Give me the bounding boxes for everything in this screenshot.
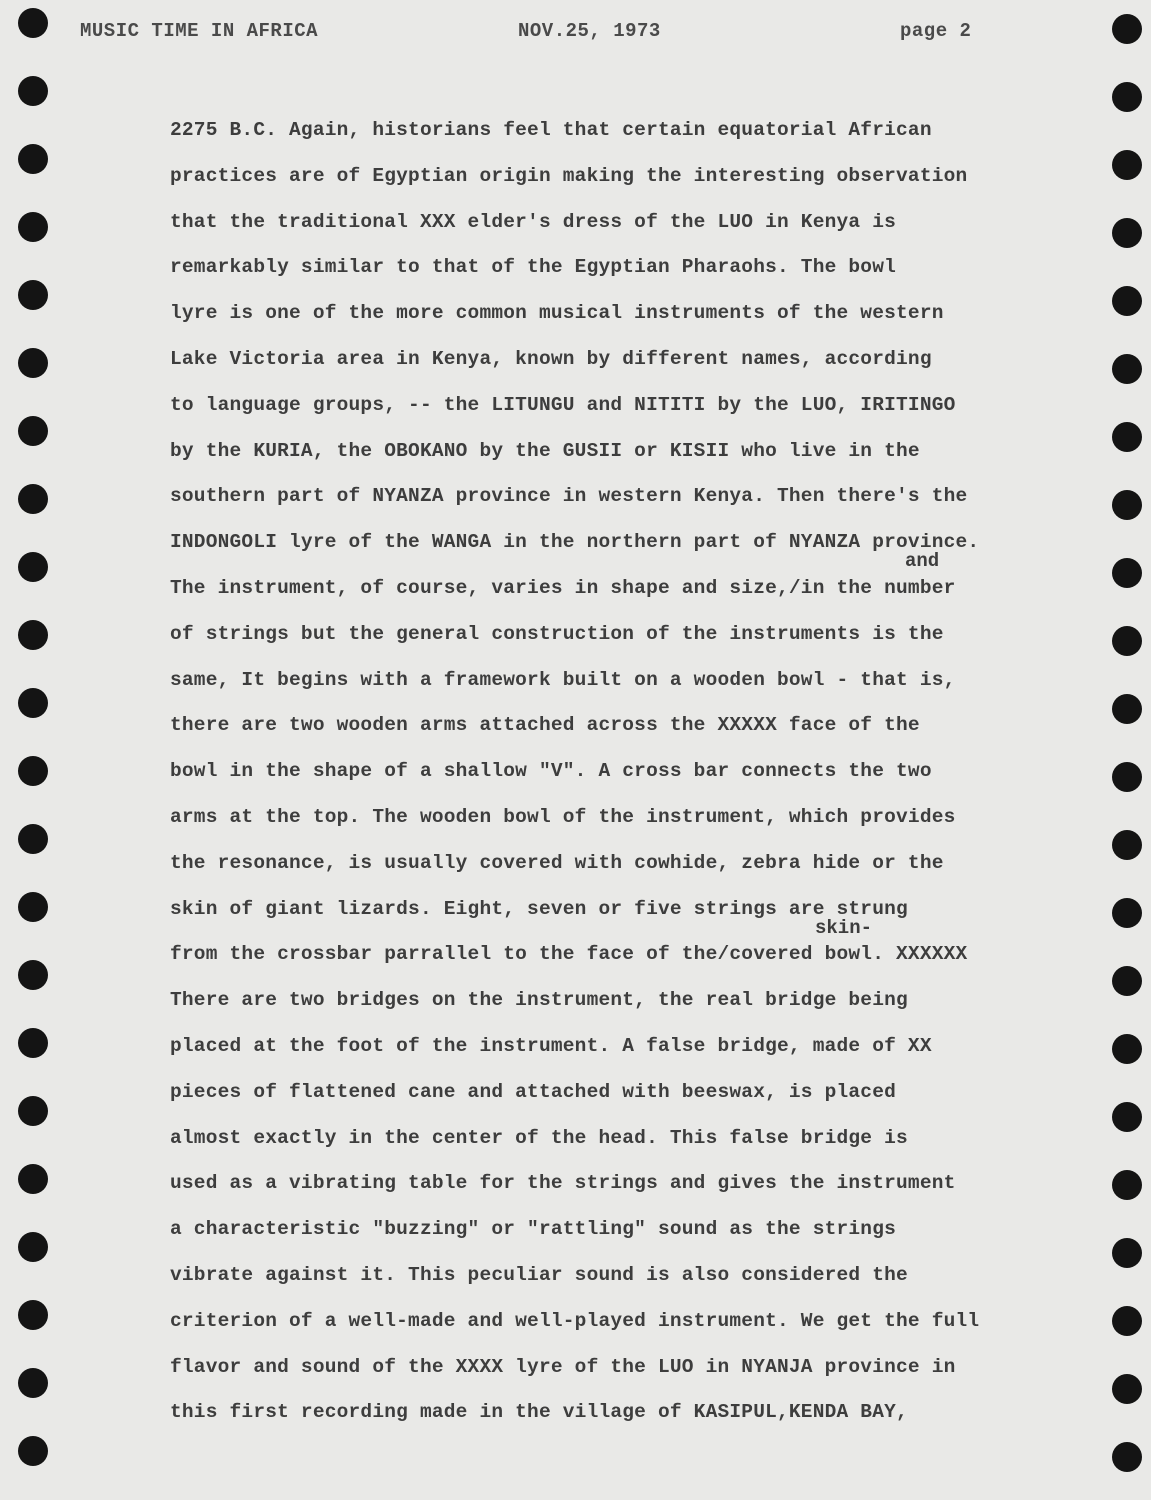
hole bbox=[18, 1232, 48, 1262]
hole bbox=[1112, 422, 1142, 452]
hole bbox=[18, 1028, 48, 1058]
hole bbox=[18, 484, 48, 514]
text-line: southern part of NYANZA province in western Kenya. Then there's the bbox=[170, 485, 968, 508]
hole bbox=[1112, 1306, 1142, 1336]
text-line: lyre is one of the more common musical instruments of the western bbox=[170, 302, 944, 325]
text-line: this first recording made in the village of KASIPUL,KENDA BAY, bbox=[170, 1401, 908, 1424]
hole bbox=[1112, 1034, 1142, 1064]
interlinear-insertion-and: and bbox=[905, 550, 940, 572]
text-line: 2275 B.C. Again, historians feel that certain equatorial African bbox=[170, 119, 932, 141]
hole bbox=[18, 416, 48, 446]
text-line: skin of giant lizards. Eight, seven or five strings are strung bbox=[170, 897, 908, 920]
text-line: INDONGOLI lyre of the WANGA in the northern part of NYANZA province. bbox=[170, 531, 980, 554]
text-line: the resonance, is usually covered with cowhide, zebra hide or the bbox=[170, 851, 944, 874]
header-date: NOV.25, 1973 bbox=[518, 20, 661, 42]
hole bbox=[1112, 82, 1142, 112]
header-page-number: page 2 bbox=[900, 20, 972, 42]
hole bbox=[18, 144, 48, 174]
hole bbox=[1112, 558, 1142, 588]
text-line: same, It begins with a framework built on a wooden bowl - that is, bbox=[170, 668, 956, 691]
header-program-title: MUSIC TIME IN AFRICA bbox=[80, 20, 319, 42]
hole bbox=[1112, 626, 1142, 656]
left-tractor-holes bbox=[14, 0, 54, 1500]
text-line: vibrate against it. This peculiar sound is also considered the bbox=[170, 1263, 908, 1286]
hole bbox=[1112, 490, 1142, 520]
text-line: almost exactly in the center of the head. This false bridge is bbox=[170, 1126, 908, 1149]
text-line: by the KURIA, the OBOKANO by the GUSII or KISII who live in the bbox=[170, 439, 920, 462]
hole bbox=[18, 212, 48, 242]
hole bbox=[1112, 830, 1142, 860]
hole bbox=[1112, 354, 1142, 384]
text-line: from the crossbar parrallel to the face of the/covered bowl. XXXXXX bbox=[170, 943, 968, 966]
hole bbox=[18, 552, 48, 582]
hole bbox=[18, 1096, 48, 1126]
hole bbox=[1112, 694, 1142, 724]
hole bbox=[1112, 898, 1142, 928]
hole bbox=[1112, 762, 1142, 792]
interlinear-insertion-skin: skin- bbox=[815, 917, 873, 939]
text-line: a characteristic "buzzing" or "rattling" sound as the strings bbox=[170, 1218, 897, 1241]
hole bbox=[18, 620, 48, 650]
hole bbox=[18, 280, 48, 310]
hole bbox=[18, 1164, 48, 1194]
text-line: of strings but the general construction of the instruments is the bbox=[170, 622, 944, 645]
hole bbox=[1112, 150, 1142, 180]
hole bbox=[18, 892, 48, 922]
text-line: that the traditional XXX elder's dress of the LUO in Kenya is bbox=[170, 210, 897, 233]
text-line: flavor and sound of the XXXX lyre of the LUO in NYANJA province in bbox=[170, 1355, 956, 1378]
hole bbox=[1112, 1442, 1142, 1472]
hole bbox=[1112, 1374, 1142, 1404]
text-line: There are two bridges on the instrument, the real bridge being bbox=[170, 989, 908, 1012]
hole bbox=[1112, 1102, 1142, 1132]
hole bbox=[18, 688, 48, 718]
hole bbox=[18, 756, 48, 786]
text-line: used as a vibrating table for the strings and gives the instrument bbox=[170, 1172, 956, 1195]
text-line: practices are of Egyptian origin making the interesting observation bbox=[170, 164, 968, 187]
hole bbox=[18, 348, 48, 378]
hole bbox=[1112, 966, 1142, 996]
hole bbox=[18, 960, 48, 990]
hole bbox=[1112, 1238, 1142, 1268]
hole bbox=[18, 1436, 48, 1466]
hole bbox=[1112, 1170, 1142, 1200]
text-line: to language groups, -- the LITUNGU and NITITI by the LUO, IRITINGO bbox=[170, 393, 956, 416]
hole bbox=[18, 824, 48, 854]
right-tractor-holes bbox=[1108, 0, 1148, 1500]
hole bbox=[18, 1300, 48, 1330]
hole bbox=[18, 76, 48, 106]
hole bbox=[1112, 286, 1142, 316]
text-line: there are two wooden arms attached across the XXXXX face of the bbox=[170, 714, 920, 737]
page-header bbox=[0, 20, 1151, 50]
text-line: remarkably similar to that of the Egyptian Pharaohs. The bowl bbox=[170, 256, 897, 279]
text-line: arms at the top. The wooden bowl of the instrument, which provides bbox=[170, 805, 956, 828]
text-line: bowl in the shape of a shallow "V". A cross bar connects the two bbox=[170, 760, 932, 783]
text-line: placed at the foot of the instrument. A false bridge, made of XX bbox=[170, 1034, 932, 1057]
hole bbox=[1112, 218, 1142, 248]
body-text bbox=[170, 108, 1100, 1436]
hole bbox=[18, 1368, 48, 1398]
text-line: pieces of flattened cane and attached with beeswax, is placed bbox=[170, 1080, 897, 1103]
text-line: The instrument, of course, varies in shape and size,/in the number bbox=[170, 576, 956, 599]
text-line: Lake Victoria area in Kenya, known by different names, according bbox=[170, 347, 932, 370]
text-line: criterion of a well-made and well-played instrument. We get the full bbox=[170, 1309, 980, 1332]
